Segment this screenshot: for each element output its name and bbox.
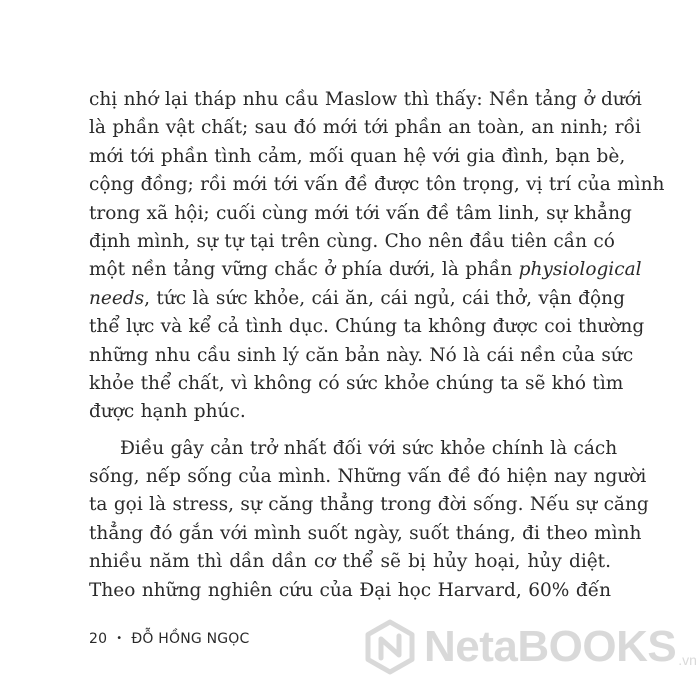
text-line: được hạnh phúc. (89, 401, 246, 423)
italic-term: physiological (518, 259, 642, 281)
text-line: là phần vật chất; sau đó mới tới phần an toàn, an ninh; rồi (89, 117, 641, 139)
text-line (89, 285, 625, 313)
text-line (89, 256, 642, 284)
text-line: trong xã hội; cuối cùng mới tới vấn đề tâm linh, sự khẳng (89, 202, 632, 224)
watermark-brand: NetaBOOKS (424, 622, 677, 671)
text-line: Điều gây cản trở nhất đối với sức khỏe chính là cách (120, 437, 618, 459)
text-run: một nền tảng vững chắc ở phía dưới, là phần (89, 259, 519, 281)
paragraph-1 (89, 86, 665, 427)
text-line: thẳng đó gắn với mình suốt ngày, suốt tháng, đi theo mình (89, 522, 642, 544)
text-line: sống, nếp sống của mình. Những vấn đề đó hiện nay người (89, 466, 647, 488)
author-name: ĐỖ HỒNG NGỌC (131, 631, 250, 647)
text-line: định mình, sự tự tại trên cùng. Cho nên đầu tiên cần có (89, 230, 615, 252)
watermark (362, 612, 697, 682)
text-run: , tức là sức khỏe, cái ăn, cái ngủ, cái thở, vận động (144, 287, 625, 309)
watermark-suffix: .vn (678, 652, 697, 668)
text-line: ta gọi là stress, sự căng thẳng trong đời sống. Nếu sự căng (89, 494, 649, 516)
page-number: 20 (89, 631, 108, 647)
page-footer (89, 631, 249, 647)
text-line: chị nhớ lại tháp nhu cầu Maslow thì thấy: Nền tảng ở dưới (89, 89, 642, 110)
text-line: cộng đồng; rồi mới tới vấn đề được tôn trọng, vị trí của mình (89, 174, 665, 196)
italic-term: needs (89, 287, 145, 309)
text-line: Theo những nghiên cứu của Đại học Harvard, 60% đến (89, 579, 611, 601)
bullet-separator: • (116, 633, 123, 644)
paragraph-2 (89, 435, 649, 605)
text-line: mới tới phần tình cảm, mối quan hệ với gia đình, bạn bè, (89, 145, 626, 167)
text-line: khỏe thể chất, vì không có sức khỏe chúng ta sẽ khó tìm (89, 372, 624, 394)
text-line: nhiều năm thì dần dần cơ thể sẽ bị hủy hoại, hủy diệt. (89, 551, 611, 573)
text-line: thể lực và kể cả tình dục. Chúng ta không được coi thường (89, 316, 645, 338)
text-line: những nhu cầu sinh lý căn bản này. Nó là cái nền của sức (89, 344, 634, 366)
netabooks-logo-icon (362, 619, 418, 675)
body-text (89, 86, 665, 605)
